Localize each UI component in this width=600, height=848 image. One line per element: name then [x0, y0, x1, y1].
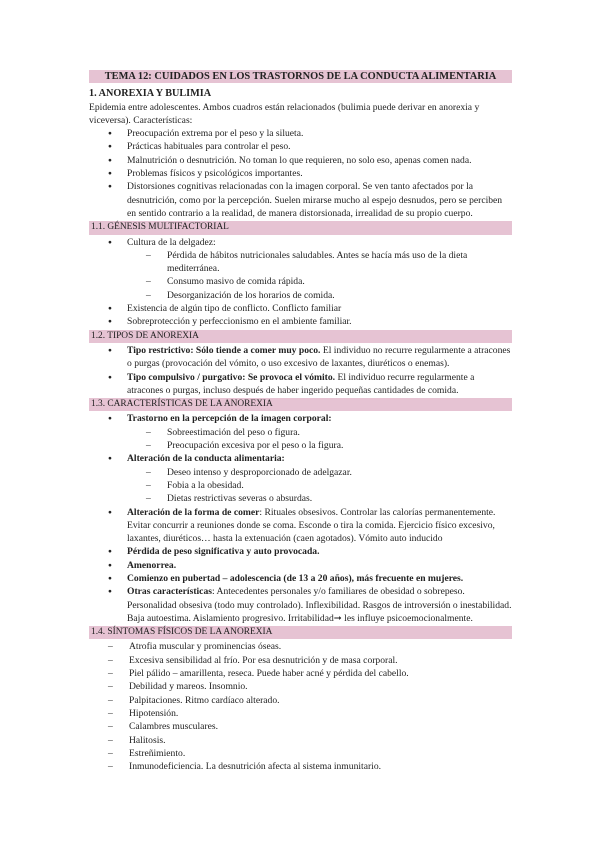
- list-item: ● Existencia de algún tipo de conflicto. Conflicto familiar: [108, 302, 512, 315]
- symptoms-list: [89, 640, 512, 773]
- types-list: [89, 344, 512, 397]
- list-item: [108, 559, 512, 572]
- bold-term: Pérdida de peso significativa y auto provocada.: [127, 546, 320, 558]
- list-item: [108, 452, 512, 505]
- list-item: [108, 572, 512, 585]
- sub-list-item: – Calambres musculares.: [108, 720, 512, 733]
- bold-term: Comienzo en pubertad – adolescencia (de 13 a 20 años), más frecuente en mujeres.: [127, 572, 464, 584]
- bold-term: Otras características: [127, 586, 212, 598]
- bold-term: Alteración de la forma de comer: [127, 506, 260, 518]
- bold-term: Trastorno en la percepción de la imagen corporal:: [127, 413, 332, 425]
- sub-list-item: – Preocupación excesiva por el peso o la figura.: [146, 439, 512, 452]
- sub-list-item: – Sobreestimación del peso o figura.: [146, 426, 512, 439]
- sub-list-item: – Halitosis.: [108, 734, 512, 747]
- section-heading-characteristics: 1.3. CARACTERÍSTICAS DE LA ANOREXIA: [89, 398, 512, 411]
- sub-list-item: – Estreñimiento.: [108, 747, 512, 760]
- sub-list-item: – Palpitaciones. Ritmo cardíaco alterado.: [108, 694, 512, 707]
- list-item: ● Problemas físicos y psicológicos importantes.: [108, 167, 512, 180]
- sub-list: [108, 249, 512, 302]
- list-item: [108, 371, 512, 398]
- sub-list-item: – Hipotensión.: [108, 707, 512, 720]
- anorexia-characteristics-list: [89, 412, 512, 625]
- list-item: [108, 412, 512, 452]
- list-item: [108, 545, 512, 558]
- sub-list-item: – Inmunodeficiencia. La desnutrición afecta al sistema inmunitario.: [108, 760, 512, 773]
- bold-term: Amenorrea.: [127, 559, 177, 571]
- section-heading-physical-symptoms: 1.4. SÍNTOMAS FÍSICOS DE LA ANOREXIA: [89, 626, 512, 639]
- list-item-text: : Antecedentes personales y/o familiares de obesidad o sobrepeso. Personalidad obsesiva (todo muy controlado). Inflexibilidad. Rasgos de introversión o inestabilidad. Baja autoestima. Aislamiento progresivo. Irritabilidad➞ les influye psicoemocionalmente.: [127, 586, 512, 624]
- sub-list-item: – Fobia a la obesidad.: [146, 479, 512, 492]
- sub-list-item: – Dietas restrictivas severas o absurdas.: [146, 492, 512, 505]
- section-heading-genesis: 1.1. GÉNESIS MULTIFACTORIAL: [89, 221, 512, 234]
- sub-list-item: – Consumo masivo de comida rápida.: [146, 275, 512, 288]
- list-item: [108, 236, 512, 302]
- intro-paragraph: Epidemia entre adolescentes. Ambos cuadros están relacionados (bulimia puede derivar en anorexia y viceversa). Características:: [89, 101, 480, 126]
- list-item: ● Preocupación extrema por el peso y la silueta.: [108, 127, 512, 140]
- list-item-text: : Rituales obsesivos. Controlar las calorías permanentemente. Evitar concurrir a reuniones donde se coma. Esconde o tira la comida. Ejercicio físico excesivo, laxantes, diuréticos… hasta la extenuación (caen agotados). Vómito auto inducido: [127, 506, 496, 545]
- sub-list-item: – Desorganización de los horarios de comida.: [146, 289, 512, 302]
- list-item-text: El individuo no recurre regularmente a atracones o purgas (provocación del vómito, o uso excesivo de laxantes, diuréticos o enemas).: [127, 344, 511, 370]
- sub-list-item: – Atrofia muscular y prominencias óseas.: [108, 640, 512, 653]
- sub-list-item: – Pérdida de hábitos nutricionales saludables. Antes se hacía más uso de la dieta mediterránea.: [146, 249, 512, 276]
- sub-list: [108, 466, 512, 506]
- list-item: ● Distorsiones cognitivas relacionadas con la imagen corporal. Se ven tanto afectados por la desnutrición, como por la percepción. Suelen mirarse mucho al espejo desnudos, pero se perciben en sentido contrario a la realidad, de manera distorsionada, irrealidad de su propio cuerpo.: [108, 180, 512, 220]
- genesis-list: [89, 236, 512, 329]
- list-item: [108, 344, 512, 371]
- list-item: ● Malnutrición o desnutrición. No toman lo que requieren, no solo eso, apenas comen nada.: [108, 154, 512, 167]
- list-item-text: Cultura de la delgadez:: [127, 236, 216, 248]
- characteristics-list: [89, 127, 512, 220]
- bold-term: Tipo restrictivo: Sólo tiende a comer muy poco.: [127, 344, 321, 356]
- sub-list-item: – Piel pálido – amarillenta, reseca. Puede haber acné y pérdida del cabello.: [108, 667, 512, 680]
- list-item: ● Sobreprotección y perfeccionismo en el ambiente familiar.: [108, 315, 512, 328]
- list-item: [108, 585, 512, 625]
- list-item: ● Prácticas habituales para controlar el peso.: [108, 140, 512, 153]
- sub-list-item: – Excesiva sensibilidad al frío. Por esa desnutrición y de masa corporal.: [108, 654, 512, 667]
- bold-term: Alteración de la conducta alimentaria:: [127, 453, 285, 465]
- document-title: TEMA 12: CUIDADOS EN LOS TRASTORNOS DE LA CONDUCTA ALIMENTARIA: [89, 70, 512, 83]
- bold-term: Tipo compulsivo / purgativo: Se provoca el vómito.: [127, 371, 336, 383]
- sub-list-item: – Deseo intenso y desproporcionado de adelgazar.: [146, 466, 512, 479]
- sub-list-item: – Debilidad y mareos. Insomnio.: [108, 680, 512, 693]
- section-heading-anorexia-bulimia: 1. ANOREXIA Y BULIMIA: [89, 88, 212, 100]
- section-heading-types: 1.2. TIPOS DE ANOREXIA: [89, 330, 512, 343]
- list-item: [108, 506, 512, 546]
- list-item-text: El individuo recurre regularmente a atracones o purgas, incluso después de haber ingerido pequeñas cantidades de comida.: [127, 371, 475, 396]
- sub-list: [108, 426, 512, 453]
